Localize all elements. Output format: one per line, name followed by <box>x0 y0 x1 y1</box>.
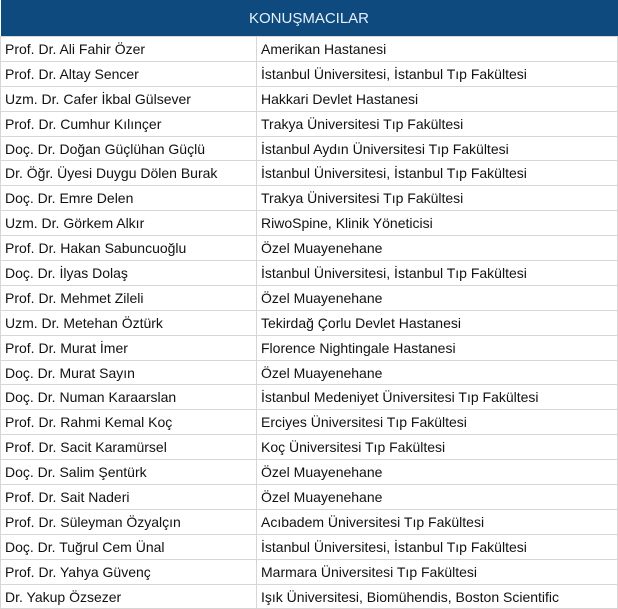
speaker-name: Doç. Dr. Salim Şentürk <box>1 460 257 485</box>
table-row <box>1 136 618 161</box>
speaker-name: Prof. Dr. Süleyman Özyalçın <box>1 509 257 534</box>
table-row <box>1 460 618 485</box>
speaker-affiliation: Özel Muayenehane <box>257 285 618 310</box>
speaker-name: Prof. Dr. Cumhur Kılınçer <box>1 111 257 136</box>
table-row <box>1 86 618 111</box>
speaker-name: Doç. Dr. İlyas Dolaş <box>1 261 257 286</box>
speaker-affiliation: RiwoSpine, Klinik Yöneticisi <box>257 211 618 236</box>
speaker-name: Doç. Dr. Tuğrul Cem Ünal <box>1 534 257 559</box>
speaker-affiliation: Işık Üniversitesi, Biomühendis, Boston Scientific <box>257 584 618 609</box>
speaker-name: Doç. Dr. Murat Sayın <box>1 360 257 385</box>
speaker-affiliation: Marmara Üniversitesi Tıp Fakültesi <box>257 559 618 584</box>
header-row <box>1 0 618 37</box>
table-row <box>1 584 618 609</box>
speaker-affiliation: Florence Nightingale Hastanesi <box>257 335 618 360</box>
table-title: KONUŞMACILAR <box>1 0 618 37</box>
table-row <box>1 61 618 86</box>
table-row <box>1 509 618 534</box>
speaker-name: Prof. Dr. Rahmi Kemal Koç <box>1 410 257 435</box>
speaker-name: Uzm. Dr. Metehan Öztürk <box>1 310 257 335</box>
speaker-affiliation: İstanbul Üniversitesi, İstanbul Tıp Fakültesi <box>257 161 618 186</box>
speaker-name: Uzm. Dr. Cafer İkbal Gülsever <box>1 86 257 111</box>
speaker-affiliation: İstanbul Üniversitesi, İstanbul Tıp Fakültesi <box>257 261 618 286</box>
table-row <box>1 261 618 286</box>
table-row <box>1 37 618 62</box>
speaker-affiliation: Hakkari Devlet Hastanesi <box>257 86 618 111</box>
table-row <box>1 360 618 385</box>
speaker-affiliation: Trakya Üniversitesi Tıp Fakültesi <box>257 186 618 211</box>
speaker-affiliation: Özel Muayenehane <box>257 460 618 485</box>
speaker-affiliation: Trakya Üniversitesi Tıp Fakültesi <box>257 111 618 136</box>
speaker-affiliation: Erciyes Üniversitesi Tıp Fakültesi <box>257 410 618 435</box>
speaker-affiliation: İstanbul Üniversitesi, İstanbul Tıp Fakültesi <box>257 61 618 86</box>
speaker-name: Doç. Dr. Emre Delen <box>1 186 257 211</box>
speaker-affiliation: Özel Muayenehane <box>257 236 618 261</box>
speaker-affiliation: İstanbul Aydın Üniversitesi Tıp Fakültesi <box>257 136 618 161</box>
table-row <box>1 161 618 186</box>
table-row <box>1 410 618 435</box>
speaker-name: Doç. Dr. Numan Karaarslan <box>1 385 257 410</box>
table-row <box>1 186 618 211</box>
table-row <box>1 485 618 510</box>
speaker-name: Prof. Dr. Altay Sencer <box>1 61 257 86</box>
table-row <box>1 559 618 584</box>
table-row <box>1 335 618 360</box>
speaker-name: Prof. Dr. Ali Fahir Özer <box>1 37 257 62</box>
speaker-name: Prof. Dr. Sacit Karamürsel <box>1 435 257 460</box>
table-row <box>1 435 618 460</box>
table-row <box>1 310 618 335</box>
speaker-affiliation: Özel Muayenehane <box>257 360 618 385</box>
table-row <box>1 534 618 559</box>
speaker-name: Prof. Dr. Yahya Güvenç <box>1 559 257 584</box>
speaker-name: Prof. Dr. Murat İmer <box>1 335 257 360</box>
speaker-name: Prof. Dr. Hakan Sabuncuoğlu <box>1 236 257 261</box>
table-row <box>1 385 618 410</box>
speaker-affiliation: İstanbul Üniversitesi, İstanbul Tıp Fakültesi <box>257 534 618 559</box>
speaker-name: Prof. Dr. Mehmet Zileli <box>1 285 257 310</box>
table-row <box>1 211 618 236</box>
table-row <box>1 236 618 261</box>
speaker-name: Dr. Yakup Özsezer <box>1 584 257 609</box>
speaker-affiliation: Amerikan Hastanesi <box>257 37 618 62</box>
speaker-name: Dr. Öğr. Üyesi Duygu Dölen Burak <box>1 161 257 186</box>
speaker-affiliation: Koç Üniversitesi Tıp Fakültesi <box>257 435 618 460</box>
speaker-affiliation: Acıbadem Üniversitesi Tıp Fakültesi <box>257 509 618 534</box>
speaker-name: Prof. Dr. Sait Naderi <box>1 485 257 510</box>
speaker-affiliation: İstanbul Medeniyet Üniversitesi Tıp Fakültesi <box>257 385 618 410</box>
speaker-affiliation: Tekirdağ Çorlu Devlet Hastanesi <box>257 310 618 335</box>
speaker-affiliation: Özel Muayenehane <box>257 485 618 510</box>
speaker-name: Uzm. Dr. Görkem Alkır <box>1 211 257 236</box>
speaker-name: Doç. Dr. Doğan Güçlühan Güçlü <box>1 136 257 161</box>
table-row <box>1 111 618 136</box>
table-row <box>1 285 618 310</box>
